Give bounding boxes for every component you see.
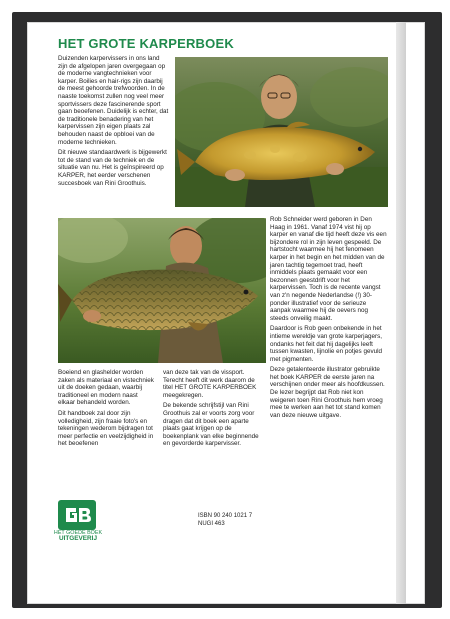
cover-edge-shade — [396, 22, 406, 604]
illustrator-paragraph-3: Deze getalenteerde illustrator gebruikte het boek KARPER de eerste jaren na verschijnen onder meer als hoofdkussen. De lezer begrijpt dat Rob niet kon weigeren toen Rini Groothuis hem vroeg mee te werken aan het tot stand komen van deze nieuwe uitgave. — [270, 366, 385, 419]
photo-common-carp-image — [58, 218, 266, 363]
intro-text — [58, 55, 170, 190]
publisher-name — [52, 530, 104, 542]
lower-left-paragraph-1: Boeiend en glashelder worden zaken als materiaal en vistechniek uit de doeken gedaan, waarbij traditioneel en modern naast elkaar behandeld worden. — [58, 369, 154, 407]
author-illustrator-text — [270, 216, 388, 422]
photo-angler-mirror-carp — [175, 57, 388, 207]
photo-angler-common-carp — [58, 218, 266, 363]
nugi-code: NUGI 463 — [198, 520, 225, 527]
lower-left-paragraph-2: Dit handboek zal door zijn volledigheid, zijn fraaie foto's en tekeningen wederom bijdragen tot meer perfectie en veelzijdigheid in het beoefenen — [58, 409, 154, 448]
isbn-block — [198, 513, 252, 528]
lower-middle-text — [163, 369, 263, 451]
intro-paragraph-1: Duizenden karpervissers in ons land zijn de afgelopen jaren overgegaan op de moderne vangtechnieken voor karper. Boilies en hair-rigs zijn daarbij de meest gehoorde trefwoorden. In de naaste toekomst zullen nog veel meer sportvissers deze fascinerende sport gaan beoefenen. Duidelijk is echter, dat de traditionele benadering van het karpervissen zijn eigen plaats zal behouden naast de opbloei van de moderne technieken. — [58, 55, 169, 146]
illustrator-paragraph-1: Rob Schneider werd geboren in Den Haag in 1961. Vanaf 1974 vist hij op karper en vanaf die tijd heeft deze vis een bijzondere rol in zijn leven gespeeld. De hartstocht waarmee hij het fenomeen karper in het begin en het midden van de jaren tachtig tegemoet trad, heeft inmiddels plaats gemaakt voor een bezonnen geestdrift voor het karpervissen. Toch is de recente vangst van z'n negende Nederlandse (!) 30-ponder illustratief voor de serieuze aanpak waarmee hij de oevers nog steeds onveilig maakt. — [270, 216, 387, 322]
book-title: HET GROTE KARPERBOEK — [58, 36, 234, 51]
photo-mirror-carp-image — [175, 57, 388, 207]
intro-paragraph-2: Dit nieuwe standaardwerk is bijgewerkt tot de stand van de techniek en de situatie van nu. Het is geïnspireerd op KARPER, het eerder verschenen succesboek van Rini Groothuis. — [58, 149, 167, 187]
lower-middle-paragraph-2: De bekende schrijfstijl van Rini Groothuis zal er voorts zorg voor dragen dat dit boek een aparte plaats gaat krijgen op de boekenplank van elke beginnende en gevorderde karpervisser. — [163, 402, 259, 448]
isbn-number: ISBN 90 240 1021 7 — [198, 513, 253, 519]
lower-middle-paragraph-1: van deze tak van de vissport. Terecht heeft dit werk daarom de titel HET GROTE KARPERBOEK meegekregen. — [163, 369, 257, 399]
publisher-name-line-2: UITGEVERIJ — [59, 535, 97, 543]
publisher-logo-icon — [58, 500, 96, 530]
lower-left-text — [58, 369, 156, 451]
illustrator-paragraph-2: Daardoor is Rob geen onbekende in het intieme wereldje van grote karperjagers, ondanks het feit dat hij dagelijks leeft tussen kwasten, lijnolie en potjes gevuld met pigmenten. — [270, 325, 383, 363]
publisher-name-line-1: HET GOEDE BOEK — [53, 530, 103, 536]
